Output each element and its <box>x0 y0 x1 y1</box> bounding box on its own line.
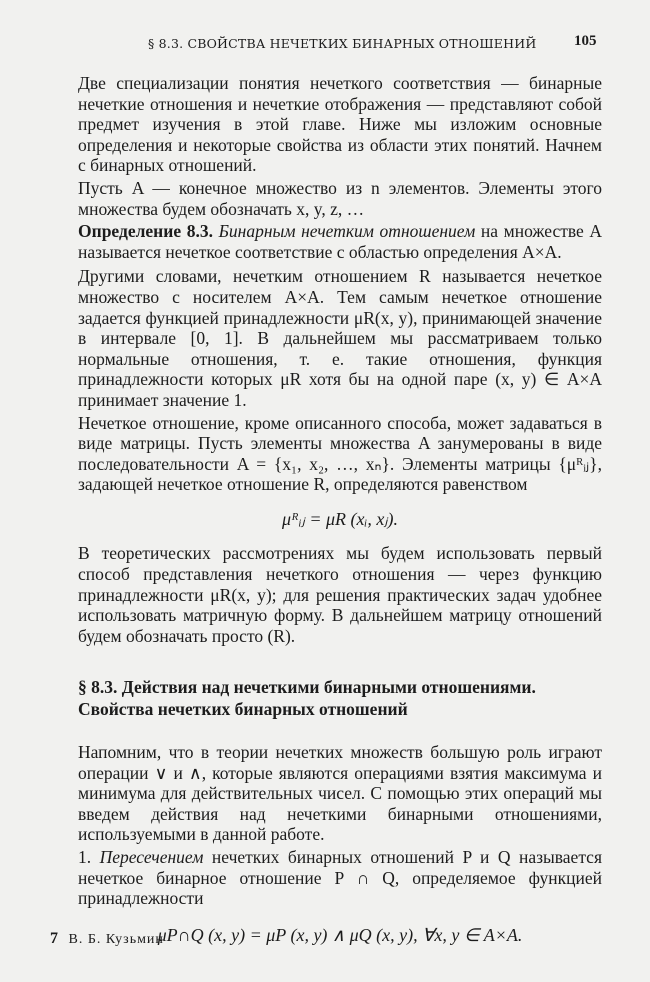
definition-8-3 <box>78 221 602 262</box>
definition-text: на множестве A называется нечеткое соответствие с областью определения A×A. <box>78 221 603 262</box>
section-paragraph-1: Напомним, что в теории нечетких множеств большую роль играют операции ∨ и ∧, которые являются операциями взятия максимума и минимума для действительных чисел. С помощью этих операций мы введем действия над нечеткими бинарными отношениями, используемыми в данной работе. <box>78 742 602 845</box>
intersection-term: Пересечением <box>99 846 204 867</box>
intro-paragraph-2: Пусть A — конечное множество из n элементов. Элементы этого множества будем обозначать x, y, z, … <box>78 177 602 219</box>
formula-intersection: μP∩Q (x, y) = μP (x, y) ∧ μQ (x, y), ∀x, y ∈ A×A. <box>157 924 523 945</box>
signature-number: 7 <box>50 930 58 947</box>
intersection-text: нечетких бинарных отношений P и Q называется нечеткое бинарное отношение P ∩ Q, определяемое функцией принадлежности <box>78 846 602 909</box>
item-number: 1. <box>78 846 92 867</box>
section-heading <box>78 676 602 720</box>
definition-term: Бинарным нечетким отношением <box>218 221 476 242</box>
page-header <box>0 33 650 57</box>
intro-paragraph-1: Две специализации понятия нечеткого соответствия — бинарные нечеткие отношения и нечеткие отображения — представляют собой предмет изучения в этой главе. Ниже мы изложим основные определения и некоторые свойства из области этих понятий. Начнем с бинарных отношений. <box>78 73 602 176</box>
running-head: § 8.3. СВОЙСТВА НЕЧЕТКИХ БИНАРНЫХ ОТНОШЕНИЙ <box>148 36 537 51</box>
section-title-line-2: Свойства нечетких бинарных отношений <box>78 699 408 719</box>
section-title-line-1: § 8.3. Действия над нечеткими бинарными отношениями. <box>78 677 536 697</box>
section-body <box>78 742 602 945</box>
intro-paragraph-5: В теоретических рассмотрениях мы будем использовать первый способ представления нечеткого отношения — через функцию принадлежности μR(x, y); для решения практических задач удобнее использовать матричную форму. В дальнейшем матрицу отношений будем обозначать просто (R). <box>78 543 602 646</box>
signature-text: В. Б. Кузьмин <box>68 932 164 947</box>
printer-signature <box>50 930 164 948</box>
definition-label: Определение 8.3. <box>78 221 213 242</box>
intro-paragraph-4: Нечеткое отношение, кроме описанного способа, может задаваться в виде матрицы. Пусть элементы множества A занумерованы в виде последовательности A = {x₁, x₂, …, xₙ}. Элементы матрицы {μᴿᵢⱼ}, задающей нечеткое отношение R, определяются равенством <box>78 412 602 495</box>
page-number: 105 <box>574 33 597 49</box>
intersection-definition <box>78 847 602 909</box>
intro-paragraph-3: Другими словами, нечетким отношением R называется нечеткое множество с носителем A×A. Тем самым нечеткое отношение задается функцией принадлежности μR(x, y), принимающей значение в интервале [0, 1]. В дальнейшем мы рассматриваем только нормальные отношения, т. е. такие отношения, функция принадлежности которых μR хотя бы на одной паре (x, y) ∈ A×A принимает значение 1. <box>78 266 602 410</box>
formula-matrix-element: μᴿᵢⱼ = μR (xᵢ, xⱼ). <box>282 508 398 529</box>
intro-block <box>78 73 602 646</box>
